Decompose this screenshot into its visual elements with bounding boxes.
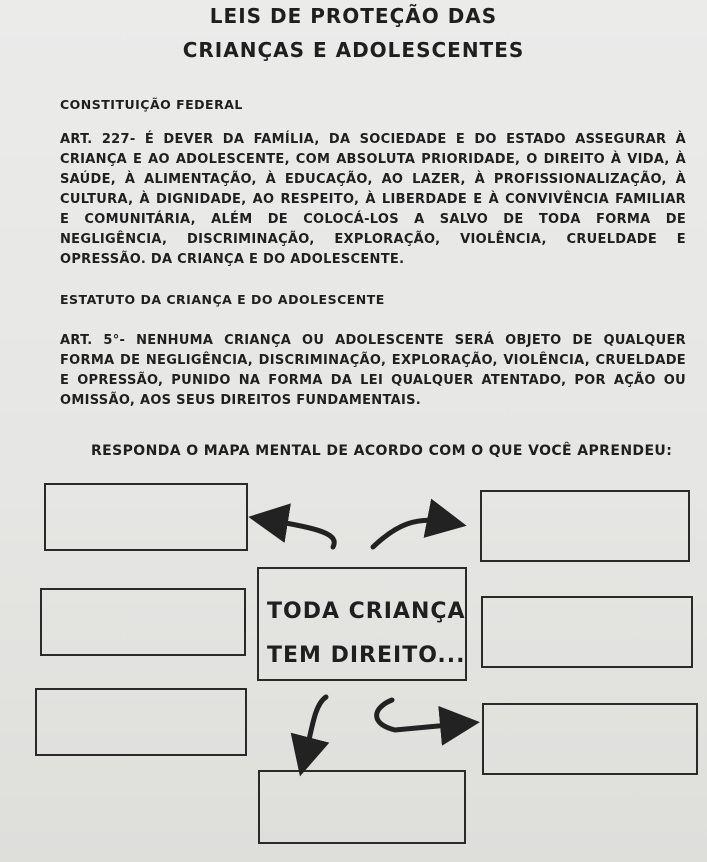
article-227-text: ART. 227- É DEVER DA FAMÍLIA, DA SOCIEDADE E DO ESTADO ASSEGURAR À CRIANÇA E AO ADOLESCENTE, COM ABSOLUTA PRIORIDADE, O DIREITO À VIDA, À SAÚDE, À ALIMENTAÇÃO, À EDUCAÇÃO, AO LAZER, À PROFISSIONALIZAÇÃO, À CULTURA, À DIGNIDADE, AO RESPEITO, À LIBERDADE E À CONVIVÊNCIA FAMILIAR E COMUNITÁRIA, ALÉM DE COLOCÁ-LOS A SALVO DE TODA FORMA DE NEGLIGÊNCIA, DISCRIMINAÇÃO, EXPLORAÇÃO, VIOLÊNCIA, CRUELDADE E OPRESSÃO. DA CRIANÇA E DO ADOLESCENTE. [60, 132, 686, 267]
arrow-down-curved-icon [305, 697, 326, 757]
center-line-1: TODA CRIANÇA [267, 599, 466, 624]
center-line-2: TEM DIREITO... [267, 643, 466, 668]
instruction-text: RESPONDA O MAPA MENTAL DE ACORDO COM O QUE VOCÊ APRENDEU: [91, 443, 673, 459]
arrow-right-curved-icon [373, 520, 447, 547]
arrow-left-curved-icon [268, 520, 334, 547]
article-5-text: ART. 5°- NENHUMA CRIANÇA OU ADOLESCENTE SERÁ OBJETO DE QUALQUER FORMA DE NEGLIGÊNCIA, DISCRIMINAÇÃO, EXPLORAÇÃO, VIOLÊNCIA, CRUELDADE E OPRESSÃO, PUNIDO NA FORMA DA LEI QUALQUER ATENTADO, POR AÇÃO OU OMISSÃO, AOS SEUS DIREITOS FUNDAMENTAIS. [60, 333, 686, 408]
section-heading-eca: ESTATUTO DA CRIANÇA E DO ADOLESCENTE [60, 292, 385, 307]
title-line-2: CRIANÇAS E ADOLESCENTES [182, 38, 525, 62]
arrow-right-hook-icon [377, 700, 460, 730]
title-line-1: LEIS DE PROTEÇÃO DAS [209, 4, 498, 28]
section-heading-constituicao: CONSTITUIÇÃO FEDERAL [60, 97, 243, 112]
